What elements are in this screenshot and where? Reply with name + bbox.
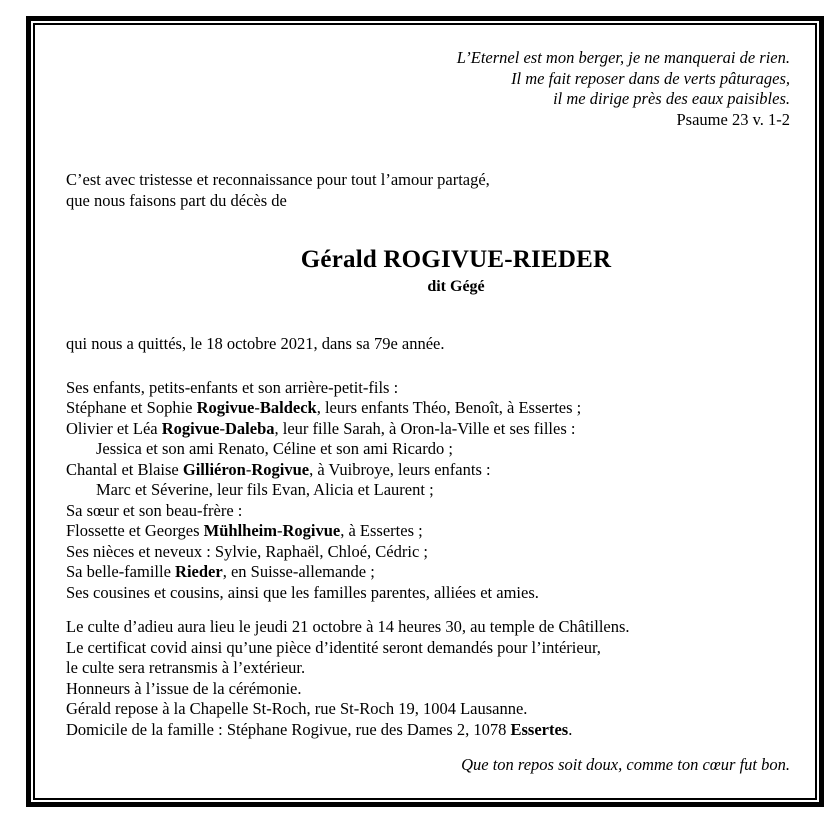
card-content <box>35 25 815 798</box>
text-line: Honneurs à l’issue de la cérémonie. <box>66 678 302 698</box>
text-line: il me dirige près des eaux paisibles. <box>553 89 790 108</box>
text-line: Stéphane et Sophie Rogivue-Baldeck, leurs enfants Théo, Benoît, à Essertes ; <box>66 398 582 417</box>
text-line: L’Eternel est mon berger, je ne manquerai de rien. <box>456 48 790 67</box>
inner-border-frame <box>33 23 817 800</box>
text-line: que nous faisons part du décès de <box>66 190 287 210</box>
text-line: Sa belle-famille Rieder, en Suisse-allemande ; <box>66 562 375 581</box>
text-line: Ses cousines et cousins, ainsi que les familles parentes, alliées et amies. <box>66 582 539 602</box>
deceased-name-block <box>94 245 818 297</box>
text-line: C’est avec tristesse et reconnaissance pour tout l’amour partagé, <box>66 170 490 189</box>
text-line: Olivier et Léa Rogivue-Daleba, leur fille Sarah, à Oron-la-Ville et ses filles : <box>66 418 576 438</box>
text-line: Il me fait reposer dans de verts pâturages, <box>511 68 790 88</box>
outer-border-frame <box>26 16 824 807</box>
text-line: Chantal et Blaise Gilliéron-Rogivue, à Vuibroye, leurs enfants : <box>66 459 491 479</box>
family-list <box>66 378 790 604</box>
intro-paragraph <box>66 170 790 211</box>
text-line: Ses enfants, petits-enfants et son arrière-petit-fils : <box>66 377 399 397</box>
text-line: le culte sera retransmis à l’extérieur. <box>66 658 306 677</box>
closing-quote: Que ton repos soit doux, comme ton cœur fut bon. <box>461 755 790 774</box>
text-line: Marc et Séverine, leur fils Evan, Alicia et Laurent ; <box>96 480 434 499</box>
psalm-reference: Psaume 23 v. 1-2 <box>676 109 790 129</box>
text-line: Sa sœur et son beau-frère : <box>66 500 243 520</box>
deceased-name: Gérald ROGIVUE-RIEDER <box>300 246 612 273</box>
psalm-quote-lines <box>66 48 790 110</box>
text-line: Gérald repose à la Chapelle St-Roch, rue St-Roch 19, 1004 Lausanne. <box>66 699 528 718</box>
ceremony-details <box>66 617 790 740</box>
death-date-line: qui nous a quittés, le 18 octobre 2021, dans sa 79e année. <box>66 334 445 353</box>
text-line: Domicile de la famille : Stéphane Rogivue, rue des Dames 2, 1078 Essertes. <box>66 719 573 739</box>
text-line: Le culte d’adieu aura lieu le jeudi 21 octobre à 14 heures 30, au temple de Châtillens. <box>66 617 630 636</box>
text-line: Le certificat covid ainsi qu’une pièce d’identité seront demandés pour l’intérieur, <box>66 637 601 657</box>
text-line: Flossette et Georges Mühlheim-Rogivue, à Essertes ; <box>66 521 423 540</box>
deceased-nickname: dit Gégé <box>427 278 485 295</box>
text-line: Ses nièces et neveux : Sylvie, Raphaël, Chloé, Cédric ; <box>66 541 428 561</box>
text-line: Jessica et son ami Renato, Céline et son ami Ricardo ; <box>96 439 453 458</box>
psalm-quote <box>66 48 790 130</box>
